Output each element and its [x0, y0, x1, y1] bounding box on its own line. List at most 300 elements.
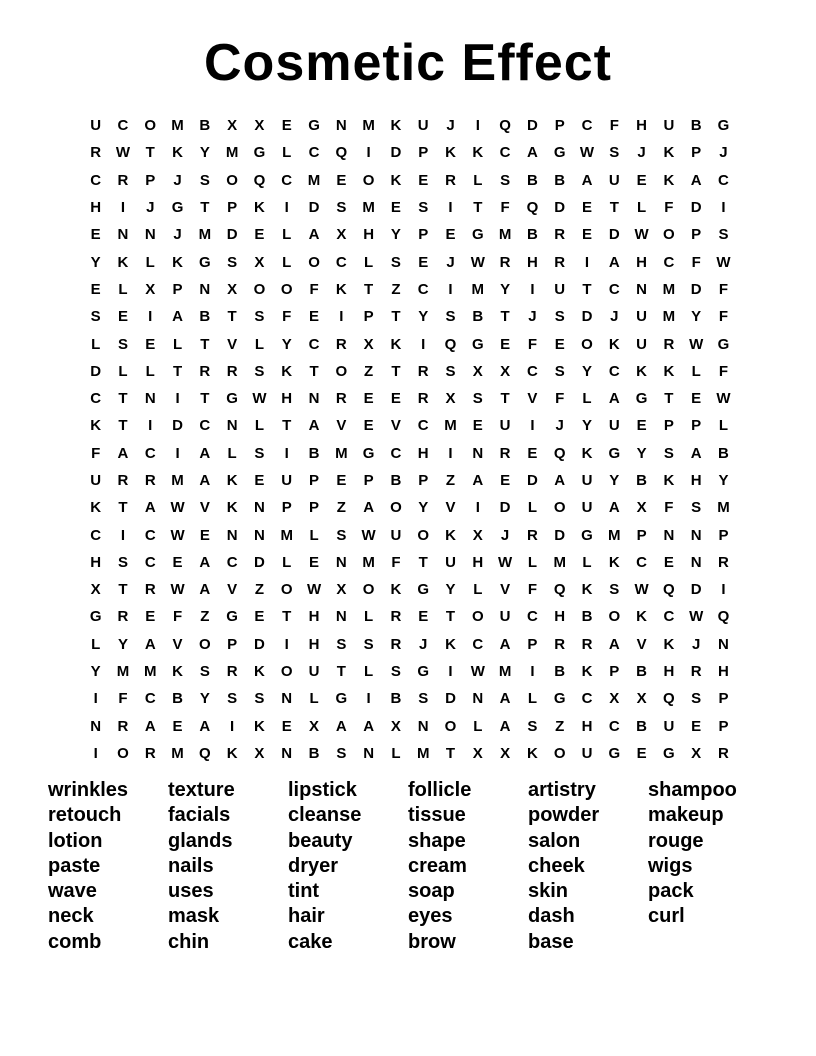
grid-letter: A — [608, 635, 620, 653]
grid-letter: X — [472, 526, 483, 544]
grid-letter: A — [144, 499, 156, 517]
grid-letter: E — [472, 417, 483, 435]
grid-letter: E — [199, 526, 210, 544]
grid-letter: T — [336, 663, 346, 681]
grid-letter: S — [254, 444, 265, 462]
grid-letter: C — [281, 171, 293, 189]
grid-letter: E — [636, 744, 647, 762]
grid-letter: H — [308, 635, 320, 653]
grid-letter: I — [721, 581, 726, 599]
grid-letter: H — [526, 253, 538, 271]
grid-letter: U — [90, 117, 102, 135]
grid-letter: K — [663, 472, 675, 489]
grid-letter: K — [172, 253, 183, 271]
grid-letter: T — [391, 362, 401, 380]
grid-letter: P — [363, 472, 374, 489]
grid-letter: A — [199, 472, 211, 489]
grid-letter: C — [90, 390, 102, 408]
grid-letter: T — [582, 280, 592, 298]
grid-letter: E — [418, 253, 429, 271]
grid-letter: F — [391, 553, 401, 571]
grid-letter: Z — [391, 280, 401, 298]
grid-letter: M — [553, 553, 566, 571]
grid-letter: L — [254, 417, 265, 435]
grid-letter: A — [199, 581, 211, 599]
grid-letter: K — [445, 526, 456, 544]
grid-letter: M — [498, 226, 512, 244]
grid-letter: I — [120, 526, 126, 544]
grid-letter: E — [90, 226, 101, 244]
grid-letter: J — [446, 253, 455, 271]
grid-letter: E — [145, 608, 156, 626]
grid-letter: S — [90, 308, 101, 326]
grid-letter: R — [390, 635, 402, 653]
grid-letter: I — [284, 635, 289, 653]
grid-letter: C — [472, 635, 484, 653]
grid-letter: T — [445, 608, 456, 626]
grid-letter: T — [172, 362, 183, 380]
grid-letter: D — [390, 144, 402, 162]
grid-letter: A — [690, 171, 702, 189]
grid-letter: K — [608, 335, 620, 353]
grid-letter: C — [226, 553, 238, 571]
grid-letter: O — [199, 635, 211, 653]
grid-letter: U — [636, 335, 647, 353]
grid-letter: C — [308, 335, 320, 353]
grid-letter: R — [199, 362, 211, 380]
grid-row — [82, 576, 738, 603]
grid-letter: L — [282, 226, 292, 244]
grid-letter: U — [499, 417, 511, 435]
grid-letter: N — [472, 444, 484, 462]
grid-letter: A — [172, 308, 183, 326]
grid-letter: Z — [555, 717, 565, 735]
grid-letter: D — [172, 417, 183, 435]
grid-letter: C — [199, 417, 211, 435]
grid-letter: L — [582, 553, 592, 571]
grid-letter: T — [664, 390, 674, 408]
grid-letter: K — [608, 553, 620, 571]
grid-letter: B — [199, 308, 211, 326]
grid-letter: X — [90, 581, 101, 599]
grid-letter: N — [335, 553, 347, 571]
grid-letter: Z — [336, 499, 346, 517]
grid-letter: U — [499, 608, 511, 626]
grid-letter: L — [691, 362, 701, 380]
grid-letter: S — [227, 690, 238, 708]
grid-letter: E — [554, 335, 565, 353]
grid-letter: A — [472, 472, 484, 489]
grid-letter: W — [252, 390, 267, 408]
grid-letter: F — [118, 690, 128, 708]
grid-letter: T — [227, 308, 237, 326]
grid-letter: H — [663, 663, 675, 681]
grid-letter: P — [718, 690, 729, 708]
grid-letter: R — [499, 444, 511, 462]
word-list-item: lipstick — [288, 779, 357, 801]
grid-letter: F — [718, 280, 729, 298]
grid-letter: U — [581, 744, 593, 762]
grid-letter: P — [718, 526, 729, 544]
grid-letter: H — [308, 608, 320, 626]
grid-letter: O — [417, 526, 430, 544]
grid-letter: Y — [117, 635, 128, 653]
grid-letter: C — [663, 608, 675, 626]
grid-letter: V — [390, 417, 401, 435]
grid-letter: I — [339, 308, 344, 326]
grid-letter: G — [663, 744, 675, 762]
grid-letter: E — [636, 171, 647, 189]
grid-letter: G — [308, 117, 320, 135]
grid-letter: W — [498, 553, 513, 571]
grid-letter: Z — [200, 608, 210, 626]
grid-letter: J — [146, 199, 155, 217]
word-list-item: nails — [168, 854, 214, 877]
grid-letter: X — [445, 390, 456, 408]
grid-letter: R — [499, 253, 511, 271]
grid-letter: L — [91, 335, 101, 353]
grid-letter: X — [336, 226, 347, 244]
grid-letter: M — [471, 280, 485, 298]
grid-letter: C — [581, 690, 593, 708]
word-list-item: pack — [648, 880, 694, 903]
grid-letter: Z — [364, 362, 374, 380]
grid-letter: W — [170, 581, 185, 599]
grid-letter: C — [417, 417, 429, 435]
grid-letter: I — [475, 117, 480, 135]
grid-letter: Z — [254, 581, 265, 599]
grid-letter: E — [172, 717, 183, 735]
grid-letter: L — [254, 335, 265, 353]
word-list-item: wrinkles — [48, 779, 129, 801]
grid-letter: V — [199, 499, 210, 517]
grid-letter: L — [309, 526, 319, 544]
grid-letter: F — [718, 308, 729, 326]
grid-letter: D — [499, 499, 511, 517]
grid-letter: C — [526, 362, 538, 380]
grid-letter: L — [145, 253, 155, 271]
grid-row — [82, 467, 738, 494]
grid-letter: B — [390, 472, 402, 489]
grid-letter: L — [364, 253, 374, 271]
grid-letter: K — [254, 199, 265, 217]
grid-letter: O — [608, 608, 621, 626]
grid-letter: L — [637, 199, 647, 217]
grid-letter: W — [361, 526, 376, 544]
grid-letter: B — [718, 444, 729, 462]
grid-letter: G — [717, 335, 730, 353]
grid-letter: M — [335, 444, 348, 462]
word-column — [168, 778, 288, 955]
grid-letter: F — [555, 390, 565, 408]
grid-letter: U — [554, 280, 566, 298]
grid-letter: B — [472, 308, 484, 326]
grid-row — [82, 494, 738, 521]
grid-letter: Q — [717, 608, 730, 626]
grid-letter: I — [421, 335, 426, 353]
grid-letter: N — [690, 526, 702, 544]
grid-letter: R — [144, 581, 156, 599]
grid-letter: U — [308, 663, 320, 681]
grid-letter: P — [718, 717, 729, 735]
word-list-item: wave — [48, 880, 97, 903]
grid-letter: E — [254, 226, 265, 244]
grid-letter: R — [117, 171, 129, 189]
grid-letter: Q — [335, 144, 348, 162]
grid-letter: H — [636, 117, 647, 135]
page-title: Cosmetic Effect — [204, 34, 612, 92]
grid-letter: U — [663, 117, 675, 135]
grid-letter: N — [254, 499, 265, 517]
grid-letter: V — [500, 581, 511, 599]
grid-row — [82, 112, 738, 139]
grid-letter: V — [445, 499, 456, 517]
grid-letter: F — [500, 199, 510, 217]
grid-letter: S — [390, 663, 401, 681]
grid-letter: V — [227, 335, 238, 353]
grid-letter: K — [335, 280, 347, 298]
grid-letter: R — [663, 335, 675, 353]
grid-letter: H — [690, 472, 702, 489]
grid-letter: R — [90, 144, 102, 162]
grid-letter: K — [663, 362, 675, 380]
grid-letter: J — [555, 417, 564, 435]
grid-letter: Q — [199, 744, 211, 762]
grid-letter: C — [144, 690, 156, 708]
grid-letter: R — [445, 171, 456, 189]
grid-letter: N — [417, 717, 429, 735]
grid-letter: T — [118, 390, 128, 408]
grid-letter: W — [716, 390, 731, 408]
grid-letter: X — [145, 280, 156, 298]
grid-letter: I — [366, 144, 371, 162]
grid-letter: P — [281, 499, 292, 517]
grid-letter: F — [309, 280, 319, 298]
word-list-item: dash — [528, 905, 575, 928]
grid-row — [82, 658, 738, 685]
grid-letter: E — [418, 608, 429, 626]
grid-letter: S — [554, 362, 565, 380]
grid-letter: N — [226, 526, 238, 544]
grid-letter: N — [144, 390, 156, 408]
word-list — [48, 778, 788, 955]
grid-letter: P — [418, 226, 429, 244]
grid-letter: M — [116, 663, 130, 681]
grid-letter: C — [144, 444, 156, 462]
grid-letter: G — [362, 444, 375, 462]
grid-letter: X — [500, 744, 511, 762]
word-list-item: tint — [288, 880, 320, 903]
grid-letter: K — [390, 335, 402, 353]
grid-letter: R — [718, 744, 729, 762]
grid-letter: S — [609, 144, 620, 162]
grid-letter: C — [608, 280, 620, 298]
grid-row — [82, 194, 738, 221]
grid-letter: O — [280, 280, 293, 298]
word-column — [48, 778, 168, 955]
word-list-item: soap — [408, 880, 455, 903]
grid-letter: P — [691, 417, 702, 435]
grid-letter: S — [500, 171, 511, 189]
grid-letter: M — [662, 308, 676, 326]
grid-letter: Y — [445, 581, 456, 599]
grid-letter: E — [281, 717, 292, 735]
grid-letter: G — [471, 335, 484, 353]
word-column — [408, 778, 528, 955]
grid-letter: I — [148, 417, 153, 435]
grid-letter: S — [254, 690, 265, 708]
grid-letter: O — [362, 171, 375, 189]
grid-letter: P — [227, 635, 238, 653]
word-column — [648, 778, 768, 955]
grid-letter: V — [172, 635, 183, 653]
grid-letter: K — [526, 744, 538, 762]
grid-letter: D — [690, 581, 702, 599]
grid-letter: M — [171, 744, 184, 762]
grid-letter: S — [445, 362, 456, 380]
grid-letter: L — [718, 417, 729, 435]
grid-letter: G — [471, 226, 484, 244]
grid-letter: E — [500, 335, 511, 353]
grid-letter: R — [226, 663, 238, 681]
grid-letter: E — [281, 117, 292, 135]
grid-letter: I — [448, 444, 453, 462]
grid-letter: F — [282, 308, 292, 326]
grid-letter: B — [526, 171, 538, 189]
grid-letter: I — [148, 308, 153, 326]
grid-letter: O — [226, 171, 238, 189]
grid-letter: I — [175, 390, 180, 408]
grid-letter: D — [526, 472, 538, 489]
grid-letter: H — [90, 199, 102, 217]
grid-letter: L — [118, 362, 128, 380]
grid-letter: G — [171, 199, 184, 217]
grid-letter: Y — [199, 144, 210, 162]
grid-letter: B — [554, 663, 566, 681]
grid-letter: E — [581, 199, 592, 217]
grid-letter: P — [227, 199, 238, 217]
word-list-item: base — [528, 930, 574, 953]
grid-letter: E — [663, 553, 674, 571]
grid-row — [82, 303, 738, 330]
grid-letter: I — [448, 199, 453, 217]
grid-letter: X — [309, 717, 320, 735]
grid-letter: T — [200, 199, 210, 217]
word-list-item: wigs — [648, 854, 693, 877]
grid-letter: A — [308, 417, 320, 435]
grid-letter: J — [500, 526, 510, 544]
grid-letter: C — [417, 280, 429, 298]
grid-letter: V — [636, 635, 647, 653]
grid-row — [82, 248, 738, 275]
grid-letter: W — [470, 253, 485, 271]
grid-letter: I — [230, 717, 235, 735]
word-list-item: mask — [168, 905, 220, 928]
grid-letter: N — [663, 526, 675, 544]
grid-row — [82, 549, 738, 576]
grid-letter: I — [93, 744, 98, 762]
grid-letter: H — [472, 553, 484, 571]
grid-letter: V — [227, 581, 238, 599]
grid-letter: S — [418, 690, 429, 708]
word-list-item: hair — [288, 905, 325, 928]
grid-letter: R — [117, 608, 129, 626]
grid-letter: W — [579, 144, 595, 162]
grid-letter: C — [663, 253, 675, 271]
grid-letter: U — [636, 308, 647, 326]
grid-letter: A — [363, 717, 375, 735]
grid-letter: K — [390, 117, 402, 135]
grid-letter: T — [473, 199, 483, 217]
grid-letter: L — [118, 280, 128, 298]
word-list-item: rouge — [648, 829, 704, 852]
grid-row — [82, 167, 738, 194]
grid-letter: O — [144, 117, 157, 135]
grid-letter: S — [718, 226, 729, 244]
grid-letter: W — [689, 335, 704, 353]
grid-letter: T — [200, 335, 210, 353]
grid-letter: A — [608, 499, 620, 517]
grid-letter: L — [527, 553, 537, 571]
grid-letter: E — [145, 335, 156, 353]
grid-letter: T — [418, 553, 428, 571]
grid-letter: D — [90, 362, 102, 380]
grid-letter: G — [717, 117, 730, 135]
grid-letter: J — [173, 171, 182, 189]
grid-letter: Y — [90, 663, 101, 681]
word-list-item: neck — [48, 905, 94, 928]
grid-letter: R — [117, 717, 129, 735]
grid-letter: K — [663, 171, 675, 189]
grid-letter: H — [281, 390, 293, 408]
grid-letter: A — [308, 226, 320, 244]
grid-letter: G — [608, 744, 621, 762]
grid-letter: O — [553, 499, 566, 517]
grid-letter: R — [417, 390, 429, 408]
grid-letter: D — [254, 553, 265, 571]
grid-letter: Q — [526, 199, 539, 217]
grid-letter: R — [581, 635, 593, 653]
grid-letter: G — [581, 526, 593, 544]
grid-letter: N — [335, 117, 347, 135]
grid-letter: N — [472, 690, 484, 708]
grid-letter: P — [527, 635, 538, 653]
word-list-item: cheek — [528, 854, 585, 877]
grid-letter: W — [306, 581, 322, 599]
grid-letter: P — [418, 144, 429, 162]
grid-letter: G — [608, 444, 621, 462]
grid-letter: K — [254, 717, 265, 735]
grid-letter: U — [608, 417, 620, 435]
grid-letter: T — [118, 417, 128, 435]
grid-letter: K — [472, 144, 484, 162]
word-list-item: comb — [48, 930, 102, 953]
grid-letter: C — [718, 171, 729, 189]
grid-letter: U — [417, 117, 429, 135]
grid-letter: I — [93, 690, 98, 708]
word-list-item: eyes — [408, 905, 453, 928]
grid-letter: M — [171, 117, 184, 135]
grid-letter: O — [553, 744, 566, 762]
grid-letter: P — [363, 308, 374, 326]
grid-letter: T — [364, 280, 374, 298]
word-list-item: lotion — [48, 829, 103, 852]
grid-letter: N — [254, 526, 265, 544]
grid-letter: U — [608, 171, 620, 189]
grid-letter: M — [662, 280, 676, 298]
grid-letter: R — [526, 526, 538, 544]
grid-letter: I — [721, 199, 726, 217]
